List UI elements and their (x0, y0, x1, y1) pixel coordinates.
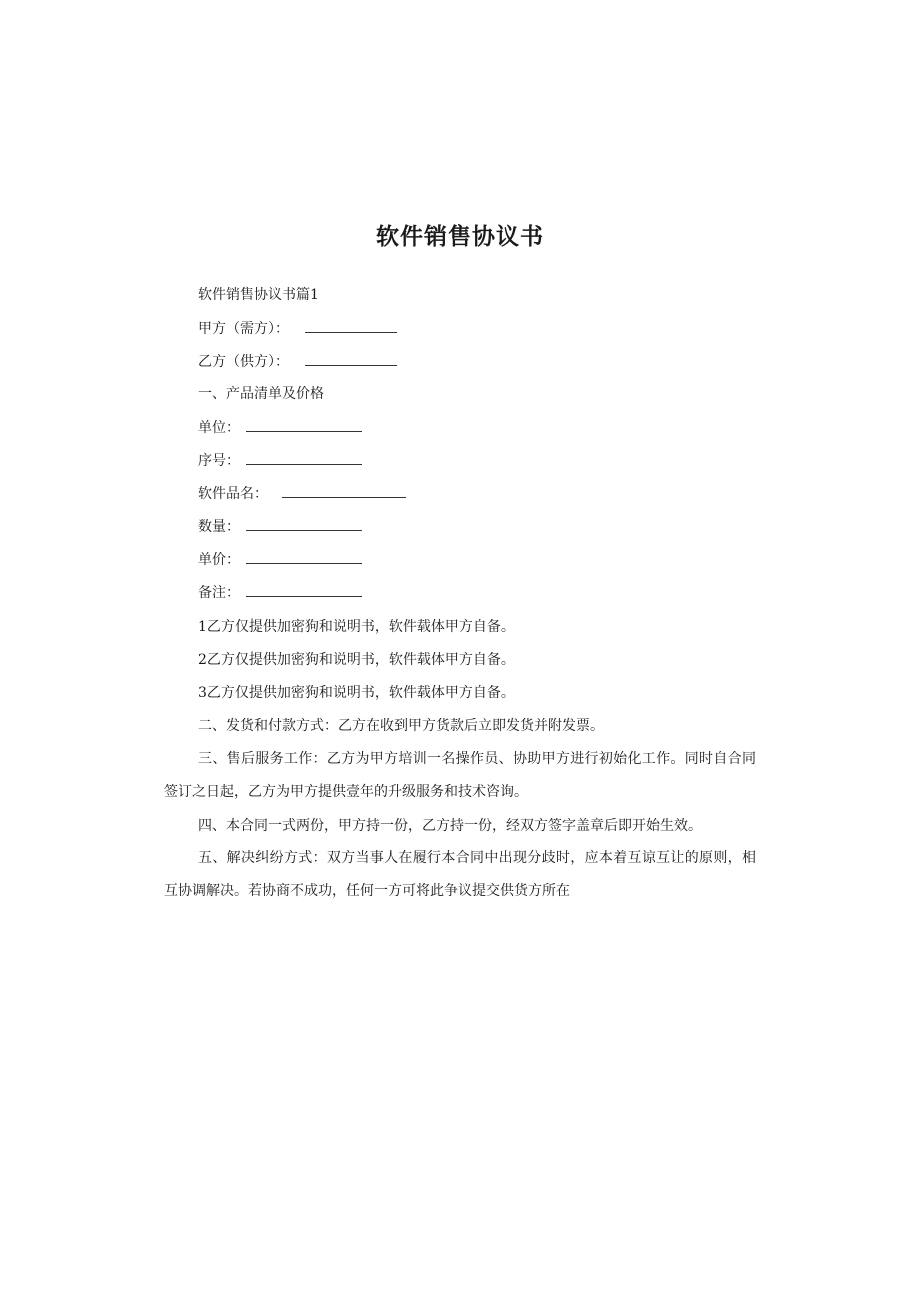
quantity-label: 数量： (198, 519, 240, 535)
clause-5: 五、解决纠纷方式：双方当事人在履行本合同中出现分歧时，应本着互谅互让的原则，相互协调解决。若协商不成功，任何一方可将此争议提交供货方所在 (164, 850, 756, 899)
unit-label: 单位： (198, 420, 240, 436)
quantity-row (198, 516, 362, 537)
unit-price-row (198, 549, 362, 570)
serial-row (198, 450, 362, 471)
clause-4: 四、本合同一式两份，甲方持一份，乙方持一份，经双方签字盖章后即开始生效。 (198, 818, 702, 834)
party-b-row (198, 351, 397, 372)
product-heading: 一、产品清单及价格 (198, 386, 324, 402)
item-3: 3乙方仅提供加密狗和说明书，软件载体甲方自备。 (198, 685, 515, 701)
unit-row (198, 417, 362, 438)
party-b-label: 乙方（供方）： (198, 354, 289, 370)
software-name-label: 软件品名： (198, 486, 268, 502)
software-name-blank (282, 483, 406, 498)
section-heading: 软件销售协议书篇1 (198, 287, 319, 303)
item-2: 2乙方仅提供加密狗和说明书，软件载体甲方自备。 (198, 652, 515, 668)
remarks-row (198, 582, 362, 603)
serial-label: 序号： (198, 453, 240, 469)
quantity-blank (246, 516, 362, 531)
document-title: 软件销售协议书 (376, 224, 544, 250)
clause-3: 三、售后服务工作：乙方为甲方培训一名操作员、协助甲方进行初始化工作。同时自合同签订之日起，乙方为甲方提供壹年的升级服务和技术咨询。 (164, 751, 756, 800)
party-a-row (198, 318, 397, 339)
unit-price-label: 单价： (198, 552, 240, 568)
party-b-blank (305, 351, 397, 366)
unit-price-blank (246, 549, 362, 564)
serial-blank (246, 450, 362, 465)
software-name-row (198, 483, 406, 504)
party-a-label: 甲方（需方）： (198, 321, 289, 337)
remarks-blank (246, 582, 362, 597)
clause-2: 二、发货和付款方式：乙方在收到甲方货款后立即发货并附发票。 (198, 718, 604, 734)
item-1: 1乙方仅提供加密狗和说明书，软件载体甲方自备。 (198, 619, 515, 635)
party-a-blank (305, 318, 397, 333)
unit-blank (246, 417, 362, 432)
remarks-label: 备注： (198, 585, 240, 601)
